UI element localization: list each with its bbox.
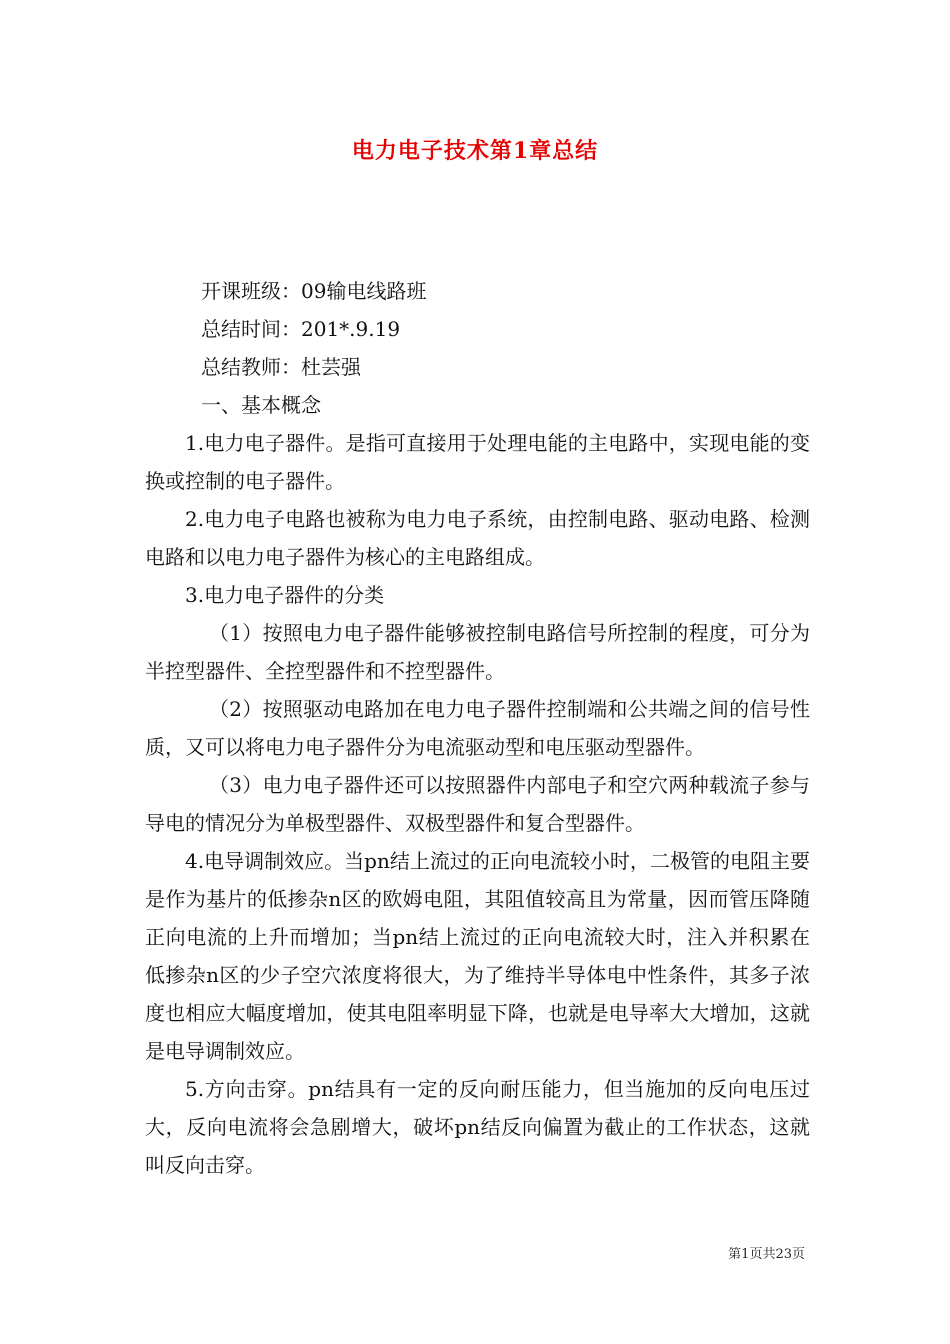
meta-teacher: 总结教师：杜芸强 xyxy=(201,355,361,379)
paragraph-3-3: （3）电力电子器件还可以按照器件内部电子和空穴两种载流子参与导电的情况分为单极型器件、双极型器件和复合型器件。 xyxy=(145,773,810,835)
paragraph-1: 1.电力电子器件。是指可直接用于处理电能的主电路中，实现电能的变换或控制的电子器件。 xyxy=(145,431,810,493)
meta-class: 开课班级：09输电线路班 xyxy=(201,279,427,303)
meta-date: 总结时间：201*.9.19 xyxy=(201,317,401,341)
paragraph-5: 5.方向击穿。pn结具有一定的反向耐压能力，但当施加的反向电压过大，反向电流将会急剧增大，破坏pn结反向偏置为截止的工作状态，这就叫反向击穿。 xyxy=(145,1077,810,1177)
paragraph-2: 2.电力电子电路也被称为电力电子系统，由控制电路、驱动电路、检测电路和以电力电子器件为核心的主电路组成。 xyxy=(145,507,810,569)
paragraph-3-1: （1）按照电力电子器件能够被控制电路信号所控制的程度，可分为半控型器件、全控型器件和不控型器件。 xyxy=(145,621,810,683)
paragraph-3-2: （2）按照驱动电路加在电力电子器件控制端和公共端之间的信号性质，又可以将电力电子器件分为电流驱动型和电压驱动型器件。 xyxy=(145,697,810,759)
document-body xyxy=(145,272,810,1184)
page-number: 第1页共23页 xyxy=(728,1247,805,1262)
paragraph-3: 3.电力电子器件的分类 xyxy=(185,583,385,607)
section-heading: 一、基本概念 xyxy=(201,393,321,417)
document-title: 电力电子技术第1章总结 xyxy=(351,138,599,164)
paragraph-4: 4.电导调制效应。当pn结上流过的正向电流较小时，二极管的电阻主要是作为基片的低掺杂n区的欧姆电阻，其阻值较高且为常量，因而管压降随正向电流的上升而增加；当pn结上流过的正向电流较大时，注入并积累在低掺杂n区的少子空穴浓度将很大，为了维持半导体电中性条件，其多子浓度也相应大幅度增加，使其电阻率明显下降，也就是电导率大大增加，这就是电导调制效应。 xyxy=(145,849,810,1063)
